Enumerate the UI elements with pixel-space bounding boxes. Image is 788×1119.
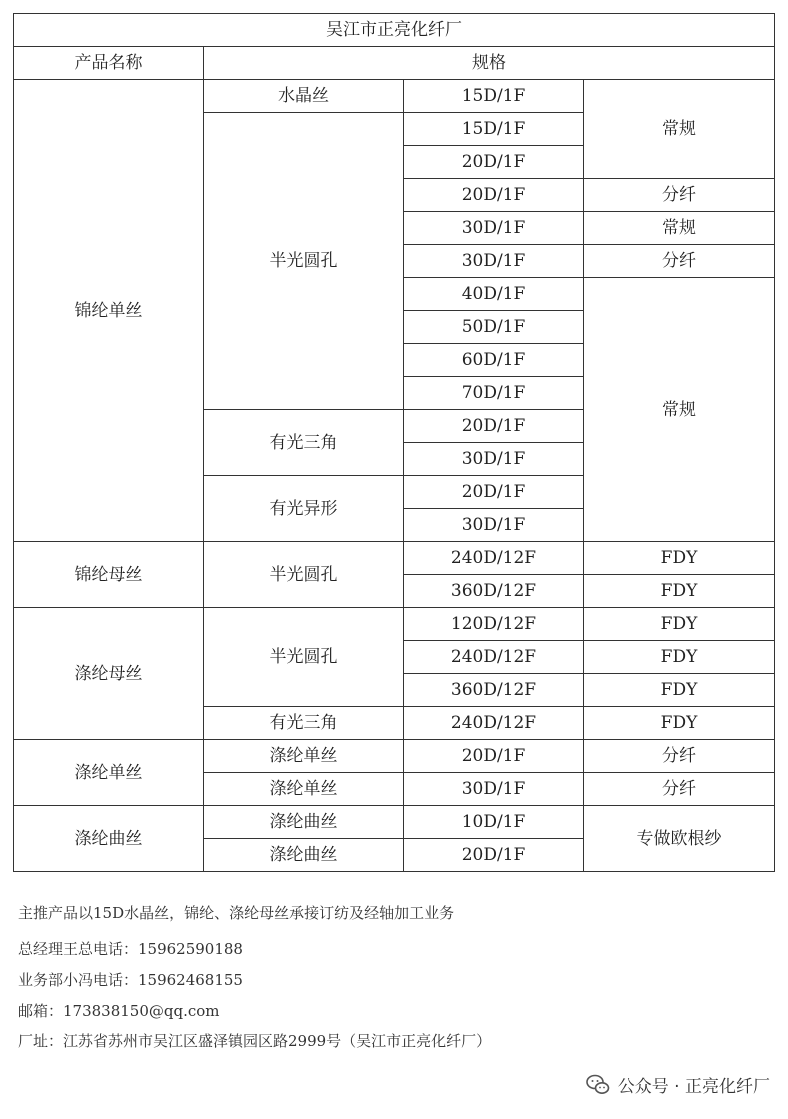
wechat-watermark [586, 1072, 770, 1097]
note-sales-phone: 业务部小冯电话：15962468155 [18, 971, 243, 989]
size-cell: 30D/1F [404, 443, 584, 476]
subtype-cell: 有光异形 [204, 476, 404, 542]
kind-cell: FDY [584, 707, 775, 740]
kind-cell: 分纤 [584, 179, 775, 212]
kind-cell: 常规 [584, 278, 775, 542]
size-cell: 20D/1F [404, 146, 584, 179]
kind-cell: FDY [584, 674, 775, 707]
size-cell: 20D/1F [404, 740, 584, 773]
subtype-cell: 半光圆孔 [204, 608, 404, 707]
note-manager-phone: 总经理王总电话：15962590188 [18, 940, 243, 958]
size-cell: 240D/12F [404, 542, 584, 575]
kind-cell: FDY [584, 641, 775, 674]
group-cell: 锦纶母丝 [14, 542, 204, 608]
kind-cell: FDY [584, 575, 775, 608]
group-cell: 锦纶单丝 [14, 80, 204, 542]
header-spec: 规格 [204, 47, 775, 80]
subtype-cell: 有光三角 [204, 410, 404, 476]
subtype-cell: 涤纶曲丝 [204, 806, 404, 839]
size-cell: 240D/12F [404, 641, 584, 674]
table-header-row [14, 47, 775, 80]
note-address: 厂址：江苏省苏州市吴江区盛泽镇园区路2999号（吴江市正亮化纤厂） [18, 1032, 492, 1050]
subtype-cell: 涤纶曲丝 [204, 839, 404, 872]
size-cell: 60D/1F [404, 344, 584, 377]
size-cell: 20D/1F [404, 179, 584, 212]
size-cell: 240D/12F [404, 707, 584, 740]
subtype-cell: 涤纶单丝 [204, 773, 404, 806]
group-cell: 涤纶母丝 [14, 608, 204, 740]
table-row [14, 542, 775, 575]
subtype-cell: 半光圆孔 [204, 113, 404, 410]
size-cell: 15D/1F [404, 113, 584, 146]
group-cell: 涤纶单丝 [14, 740, 204, 806]
kind-cell: 常规 [584, 212, 775, 245]
watermark-text: 公众号 · 正亮化纤厂 [617, 1077, 770, 1097]
size-cell: 10D/1F [404, 806, 584, 839]
size-cell: 20D/1F [404, 410, 584, 443]
size-cell: 30D/1F [404, 212, 584, 245]
kind-cell: 常规 [584, 80, 775, 179]
table-row [14, 740, 775, 773]
note-email: 邮箱：173838150@qq.com [18, 1002, 220, 1020]
size-cell: 15D/1F [404, 80, 584, 113]
size-cell: 360D/12F [404, 674, 584, 707]
size-cell: 120D/12F [404, 608, 584, 641]
kind-cell: 分纤 [584, 740, 775, 773]
kind-cell: FDY [584, 542, 775, 575]
table-title: 吴江市正亮化纤厂 [14, 14, 775, 47]
kind-cell: 分纤 [584, 773, 775, 806]
table-row [14, 608, 775, 641]
header-product-name: 产品名称 [14, 47, 204, 80]
table-row [14, 806, 775, 839]
size-cell: 30D/1F [404, 245, 584, 278]
subtype-cell: 涤纶单丝 [204, 740, 404, 773]
size-cell: 20D/1F [404, 839, 584, 872]
size-cell: 70D/1F [404, 377, 584, 410]
wechat-icon [586, 1074, 610, 1096]
subtype-cell: 水晶丝 [204, 80, 404, 113]
subtype-cell: 有光三角 [204, 707, 404, 740]
subtype-cell: 半光圆孔 [204, 542, 404, 608]
note-main-products: 主推产品以15D水晶丝，锦纶、涤纶母丝承接订纺及经轴加工业务 [18, 904, 455, 922]
product-spec-table [13, 13, 775, 872]
table-row [14, 80, 775, 113]
size-cell: 50D/1F [404, 311, 584, 344]
size-cell: 20D/1F [404, 476, 584, 509]
kind-cell: 专做欧根纱 [584, 806, 775, 872]
size-cell: 30D/1F [404, 509, 584, 542]
kind-cell: FDY [584, 608, 775, 641]
table-title-row [14, 14, 775, 47]
size-cell: 40D/1F [404, 278, 584, 311]
size-cell: 30D/1F [404, 773, 584, 806]
group-cell: 涤纶曲丝 [14, 806, 204, 872]
kind-cell: 分纤 [584, 245, 775, 278]
size-cell: 360D/12F [404, 575, 584, 608]
